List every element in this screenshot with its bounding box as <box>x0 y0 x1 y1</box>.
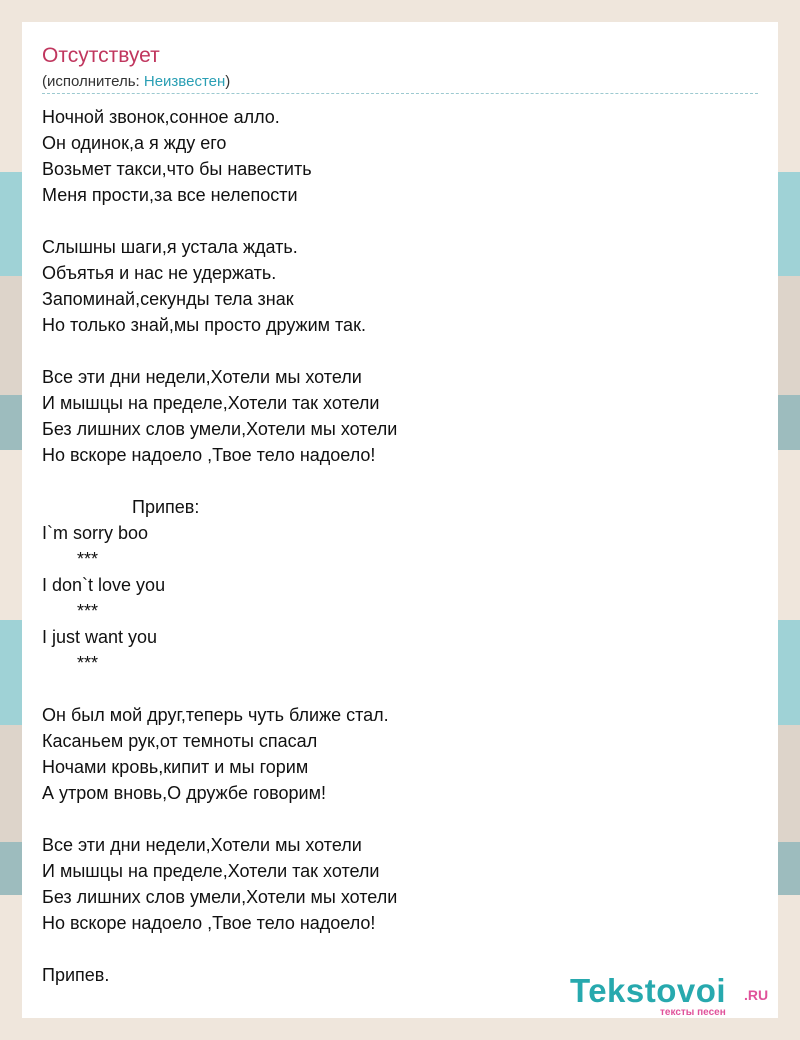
dashed-divider <box>42 93 758 94</box>
logo-tagline: тексты песен <box>660 1007 726 1018</box>
lyric-line: I just want you <box>42 627 158 647</box>
logo-wordmark: Tekstovoi <box>570 972 727 1009</box>
lyric-line: А утром вновь,О дружбе говорим! <box>42 783 326 803</box>
lyric-line: *** <box>42 653 99 673</box>
lyric-line: Возьмет такси,что бы навестить <box>42 159 312 179</box>
logo-domain: .RU <box>744 987 769 1003</box>
lyric-line: Он одинок,а я жду его <box>42 133 227 153</box>
lyric-line: Он был мой друг,теперь чуть ближе стал. <box>42 705 389 725</box>
lyrics-card <box>22 22 778 1018</box>
lyric-line <box>42 676 742 702</box>
artist-link[interactable]: Неизвестен <box>143 73 226 90</box>
lyric-line: Ночами кровь,кипит и мы горим <box>42 757 309 777</box>
lyric-line: Ночной звонок,сонное алло. <box>42 107 280 127</box>
lyric-line <box>42 338 742 364</box>
lyric-line: Слышны шаги,я устала ждать. <box>42 237 298 257</box>
site-logo[interactable] <box>570 972 776 1022</box>
lyric-line: Все эти дни недели,Хотели мы хотели <box>42 367 362 387</box>
lyric-line: Без лишних слов умели,Хотели мы хотели <box>42 887 398 907</box>
lyric-line: I don`t love you <box>42 575 166 595</box>
lyric-line: Все эти дни недели,Хотели мы хотели <box>42 835 362 855</box>
lyric-line: I`m sorry boo <box>42 523 149 543</box>
lyric-line: Но вскоре надоело ,Твое тело надоело! <box>42 913 376 933</box>
lyric-line <box>42 208 742 234</box>
lyric-line <box>42 468 742 494</box>
lyric-line: Запоминай,секунды тела знак <box>42 289 294 309</box>
lyric-line: Но только знай,мы просто дружим так. <box>42 315 366 335</box>
lyric-line: Объятья и нас не удержать. <box>42 263 277 283</box>
artist-byline <box>42 73 230 90</box>
lyric-line <box>42 806 742 832</box>
lyric-line: Но вскоре надоело ,Твое тело надоело! <box>42 445 376 465</box>
lyric-line: И мышцы на пределе,Хотели так хотели <box>42 393 380 413</box>
lyric-line: *** <box>42 601 99 621</box>
lyric-line: *** <box>42 549 99 569</box>
lyric-line: Меня прости,за все нелепости <box>42 185 298 205</box>
lyric-line: Припев: <box>42 497 200 517</box>
song-title: Отсутствует <box>42 44 160 67</box>
byline-suffix: ) <box>225 73 231 90</box>
lyric-line: И мышцы на пределе,Хотели так хотели <box>42 861 380 881</box>
lyric-line: Припев. <box>42 965 110 985</box>
lyric-line: Касаньем рук,от темноты спасал <box>42 731 318 751</box>
lyrics-text <box>42 104 742 988</box>
byline-prefix: (исполнитель: <box>42 73 144 90</box>
lyric-line: Без лишних слов умели,Хотели мы хотели <box>42 419 398 439</box>
lyric-line <box>42 936 742 962</box>
